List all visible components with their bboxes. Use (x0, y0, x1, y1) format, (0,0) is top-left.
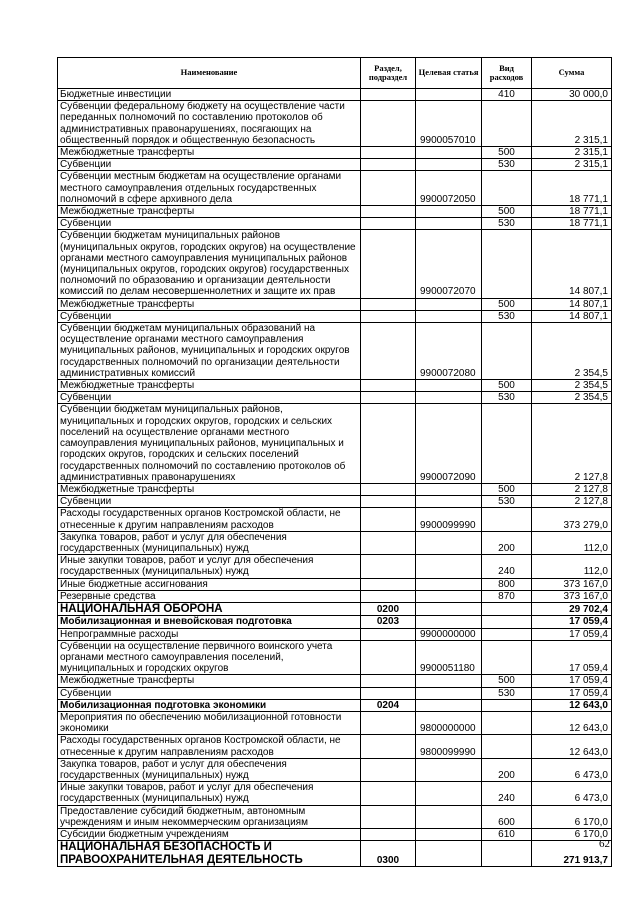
table-row (58, 380, 612, 392)
table-row (58, 310, 612, 322)
row-target-code (416, 687, 482, 699)
row-section-code (361, 404, 416, 483)
header-amount: Сумма (532, 58, 612, 89)
row-expense-type: 500 (482, 206, 532, 218)
table-row (58, 323, 612, 380)
row-expense-type (482, 712, 532, 735)
row-name: Субвенции федеральному бюджету на осуществление части переданных полномочий по составлению протоколов об административных правонарушениях, посягающих на общественный порядок и общественную безопасность (58, 101, 361, 147)
row-expense-type (482, 735, 532, 758)
row-target-code (416, 531, 482, 554)
budget-table (57, 57, 612, 867)
table-row (58, 616, 612, 628)
row-name: Субвенции (58, 392, 361, 404)
row-target-code: 9900000000 (416, 628, 482, 640)
row-target-code: 9900057010 (416, 101, 482, 147)
row-amount: 112,0 (532, 555, 612, 578)
row-expense-type: 530 (482, 310, 532, 322)
table-row (58, 602, 612, 616)
row-expense-type (482, 230, 532, 298)
row-amount: 2 127,8 (532, 483, 612, 495)
row-expense-type: 530 (482, 687, 532, 699)
row-target-code (416, 159, 482, 171)
row-expense-type: 530 (482, 496, 532, 508)
row-section-code (361, 675, 416, 687)
row-expense-type: 240 (482, 555, 532, 578)
row-expense-type: 530 (482, 159, 532, 171)
row-name: Закупка товаров, работ и услуг для обеспечения государственных (муниципальных) нужд (58, 531, 361, 554)
row-expense-type (482, 628, 532, 640)
row-target-code (416, 89, 482, 101)
row-amount: 17 059,4 (532, 687, 612, 699)
row-amount: 12 643,0 (532, 735, 612, 758)
row-name: Межбюджетные трансферты (58, 206, 361, 218)
header-target: Целевая статья (416, 58, 482, 89)
row-section-code (361, 829, 416, 841)
row-target-code (416, 206, 482, 218)
row-name: Расходы государственных органов Костромской области, не отнесенные к другим направлениям расходов (58, 508, 361, 531)
row-name: НАЦИОНАЛЬНАЯ ОБОРОНА (58, 602, 361, 616)
row-section-code (361, 555, 416, 578)
table-row (58, 640, 612, 675)
row-target-code (416, 758, 482, 781)
row-section-code (361, 171, 416, 206)
row-amount: 18 771,1 (532, 206, 612, 218)
row-expense-type: 500 (482, 380, 532, 392)
row-expense-type (482, 171, 532, 206)
row-expense-type: 500 (482, 298, 532, 310)
row-expense-type: 200 (482, 758, 532, 781)
row-name: Субвенции местным бюджетам на осуществление органами местного самоуправления отдельных государственных полномочий в сфере архивного дела (58, 171, 361, 206)
table-row (58, 805, 612, 828)
row-target-code (416, 782, 482, 805)
row-expense-type: 500 (482, 675, 532, 687)
row-amount: 17 059,4 (532, 628, 612, 640)
row-amount: 2 354,5 (532, 392, 612, 404)
row-amount: 6 170,0 (532, 829, 612, 841)
row-section-code (361, 508, 416, 531)
row-amount: 14 807,1 (532, 298, 612, 310)
row-expense-type (482, 841, 532, 867)
row-amount: 2 315,1 (532, 147, 612, 159)
row-name: Субвенции на осуществление первичного воинского учета органами местного самоуправления поселений, муниципальных и городских округов (58, 640, 361, 675)
row-name: Мобилизационная и вневойсковая подготовка (58, 616, 361, 628)
table-row (58, 712, 612, 735)
table-row (58, 496, 612, 508)
row-target-code (416, 392, 482, 404)
table-row (58, 735, 612, 758)
table-row (58, 628, 612, 640)
row-amount: 12 643,0 (532, 712, 612, 735)
row-expense-type: 500 (482, 483, 532, 495)
row-target-code (416, 496, 482, 508)
row-amount: 6 473,0 (532, 782, 612, 805)
row-section-code (361, 496, 416, 508)
row-amount: 2 315,1 (532, 159, 612, 171)
row-expense-type (482, 640, 532, 675)
row-name: Мобилизационная подготовка экономики (58, 699, 361, 711)
table-row (58, 206, 612, 218)
row-amount: 14 807,1 (532, 310, 612, 322)
row-target-code: 9900072070 (416, 230, 482, 298)
row-name: Мероприятия по обеспечению мобилизационной готовности экономики (58, 712, 361, 735)
row-amount: 2 315,1 (532, 101, 612, 147)
row-expense-type: 870 (482, 590, 532, 602)
row-name: Субвенции (58, 218, 361, 230)
table-row (58, 699, 612, 711)
row-expense-type (482, 508, 532, 531)
row-target-code (416, 841, 482, 867)
row-amount: 30 000,0 (532, 89, 612, 101)
table-row (58, 841, 612, 867)
row-amount: 2 127,8 (532, 496, 612, 508)
row-amount: 271 913,7 (532, 841, 612, 867)
row-section-code (361, 392, 416, 404)
row-target-code: 9800000000 (416, 712, 482, 735)
row-name: Субсидии бюджетным учреждениям (58, 829, 361, 841)
table-row (58, 392, 612, 404)
row-target-code (416, 616, 482, 628)
row-name: Субвенции (58, 687, 361, 699)
row-name: Межбюджетные трансферты (58, 483, 361, 495)
row-expense-type (482, 616, 532, 628)
row-section-code (361, 159, 416, 171)
row-section-code: 0203 (361, 616, 416, 628)
row-section-code (361, 147, 416, 159)
row-target-code: 9900072090 (416, 404, 482, 483)
table-row (58, 101, 612, 147)
row-expense-type: 600 (482, 805, 532, 828)
row-amount: 12 643,0 (532, 699, 612, 711)
row-target-code: 9800099990 (416, 735, 482, 758)
row-target-code (416, 380, 482, 392)
table-row (58, 147, 612, 159)
row-name: Субвенции (58, 310, 361, 322)
row-target-code (416, 218, 482, 230)
table-row (58, 298, 612, 310)
row-expense-type (482, 323, 532, 380)
row-target-code (416, 829, 482, 841)
row-section-code (361, 758, 416, 781)
row-amount: 18 771,1 (532, 171, 612, 206)
row-amount: 17 059,4 (532, 675, 612, 687)
row-section-code (361, 628, 416, 640)
header-section: Раздел, подраздел (361, 58, 416, 89)
row-name: Межбюджетные трансферты (58, 380, 361, 392)
header-type: Вид расходов (482, 58, 532, 89)
row-section-code (361, 218, 416, 230)
table-row (58, 230, 612, 298)
row-section-code (361, 578, 416, 590)
table-row (58, 782, 612, 805)
row-expense-type: 610 (482, 829, 532, 841)
row-amount: 373 167,0 (532, 590, 612, 602)
row-section-code (361, 483, 416, 495)
row-section-code (361, 590, 416, 602)
row-name: Бюджетные инвестиции (58, 89, 361, 101)
row-amount: 2 127,8 (532, 404, 612, 483)
row-name: Субвенции (58, 159, 361, 171)
row-expense-type (482, 404, 532, 483)
table-row (58, 171, 612, 206)
row-name: Иные закупки товаров, работ и услуг для обеспечения государственных (муниципальных) нужд (58, 782, 361, 805)
table-row (58, 829, 612, 841)
row-target-code: 9900051180 (416, 640, 482, 675)
row-section-code (361, 640, 416, 675)
row-amount: 14 807,1 (532, 230, 612, 298)
header-name: Наименование (58, 58, 361, 89)
row-name: НАЦИОНАЛЬНАЯ БЕЗОПАСНОСТЬ И ПРАВООХРАНИТЕЛЬНАЯ ДЕЯТЕЛЬНОСТЬ (58, 841, 361, 867)
row-name: Предоставление субсидий бюджетным, автономным учреждениям и иным некоммерческим организациям (58, 805, 361, 828)
row-expense-type: 530 (482, 218, 532, 230)
row-amount: 2 354,5 (532, 323, 612, 380)
row-section-code (361, 298, 416, 310)
row-amount: 373 279,0 (532, 508, 612, 531)
table-row (58, 89, 612, 101)
row-section-code (361, 687, 416, 699)
row-name: Субвенции бюджетам муниципальных районов, муниципальных и городских округов, городских и сельских поселений на осуществление органами местного самоуправления муниципальных районов, муниципальных и городских округов, городских и сельских поселений государственных полномочий по составлению протоколов об административных правонарушениях (58, 404, 361, 483)
page-number: 62 (599, 838, 610, 850)
row-expense-type (482, 602, 532, 616)
row-expense-type: 240 (482, 782, 532, 805)
row-section-code: 0204 (361, 699, 416, 711)
row-target-code (416, 578, 482, 590)
table-row (58, 218, 612, 230)
row-name: Иные бюджетные ассигнования (58, 578, 361, 590)
row-section-code (361, 206, 416, 218)
row-target-code (416, 602, 482, 616)
row-name: Субвенции (58, 496, 361, 508)
row-name: Расходы государственных органов Костромской области, не отнесенные к другим направлениям расходов (58, 735, 361, 758)
row-expense-type: 410 (482, 89, 532, 101)
row-amount: 18 771,1 (532, 218, 612, 230)
row-section-code (361, 380, 416, 392)
row-name: Непрограммные расходы (58, 628, 361, 640)
row-amount: 6 473,0 (532, 758, 612, 781)
row-section-code (361, 323, 416, 380)
row-target-code (416, 298, 482, 310)
row-section-code (361, 89, 416, 101)
row-name: Межбюджетные трансферты (58, 298, 361, 310)
row-section-code (361, 310, 416, 322)
table-header-row (58, 58, 612, 89)
row-expense-type (482, 101, 532, 147)
row-name: Иные закупки товаров, работ и услуг для обеспечения государственных (муниципальных) нужд (58, 555, 361, 578)
row-target-code: 9900072080 (416, 323, 482, 380)
row-amount: 17 059,4 (532, 640, 612, 675)
table-row (58, 675, 612, 687)
row-section-code (361, 531, 416, 554)
row-amount: 2 354,5 (532, 380, 612, 392)
row-amount: 373 167,0 (532, 578, 612, 590)
row-target-code (416, 555, 482, 578)
row-section-code (361, 101, 416, 147)
row-amount: 112,0 (532, 531, 612, 554)
table-row (58, 555, 612, 578)
row-target-code (416, 310, 482, 322)
row-name: Межбюджетные трансферты (58, 147, 361, 159)
table-row (58, 483, 612, 495)
row-name: Субвенции бюджетам муниципальных образований на осуществление органами местного самоуправления муниципальных районов, муниципальных и городских округов государственных полномочий по организации деятельности административных комиссий (58, 323, 361, 380)
row-section-code: 0300 (361, 841, 416, 867)
row-expense-type: 200 (482, 531, 532, 554)
row-expense-type: 530 (482, 392, 532, 404)
row-target-code: 9900099990 (416, 508, 482, 531)
table-row (58, 687, 612, 699)
table-row (58, 590, 612, 602)
row-name: Межбюджетные трансферты (58, 675, 361, 687)
row-target-code (416, 699, 482, 711)
row-target-code (416, 590, 482, 602)
row-target-code (416, 483, 482, 495)
row-expense-type: 800 (482, 578, 532, 590)
row-section-code (361, 712, 416, 735)
table-row (58, 508, 612, 531)
row-expense-type (482, 699, 532, 711)
row-section-code (361, 782, 416, 805)
row-section-code (361, 805, 416, 828)
row-target-code: 9900072050 (416, 171, 482, 206)
row-target-code (416, 675, 482, 687)
table-row (58, 159, 612, 171)
row-name: Субвенции бюджетам муниципальных районов (муниципальных округов, городских округов) на осуществление органами местного самоуправления муниципальных районов (муниципальных округов, городских округов) государственных полномочий по образованию и организации деятельности комиссий по делам несовершеннолетних и защите их прав (58, 230, 361, 298)
table-row (58, 578, 612, 590)
row-section-code: 0200 (361, 602, 416, 616)
table-row (58, 758, 612, 781)
row-name: Резервные средства (58, 590, 361, 602)
row-expense-type: 500 (482, 147, 532, 159)
row-section-code (361, 230, 416, 298)
row-target-code (416, 147, 482, 159)
row-amount: 17 059,4 (532, 616, 612, 628)
row-name: Закупка товаров, работ и услуг для обеспечения государственных (муниципальных) нужд (58, 758, 361, 781)
row-section-code (361, 735, 416, 758)
table-row (58, 531, 612, 554)
row-amount: 29 702,4 (532, 602, 612, 616)
table-row (58, 404, 612, 483)
row-amount: 6 170,0 (532, 805, 612, 828)
row-target-code (416, 805, 482, 828)
